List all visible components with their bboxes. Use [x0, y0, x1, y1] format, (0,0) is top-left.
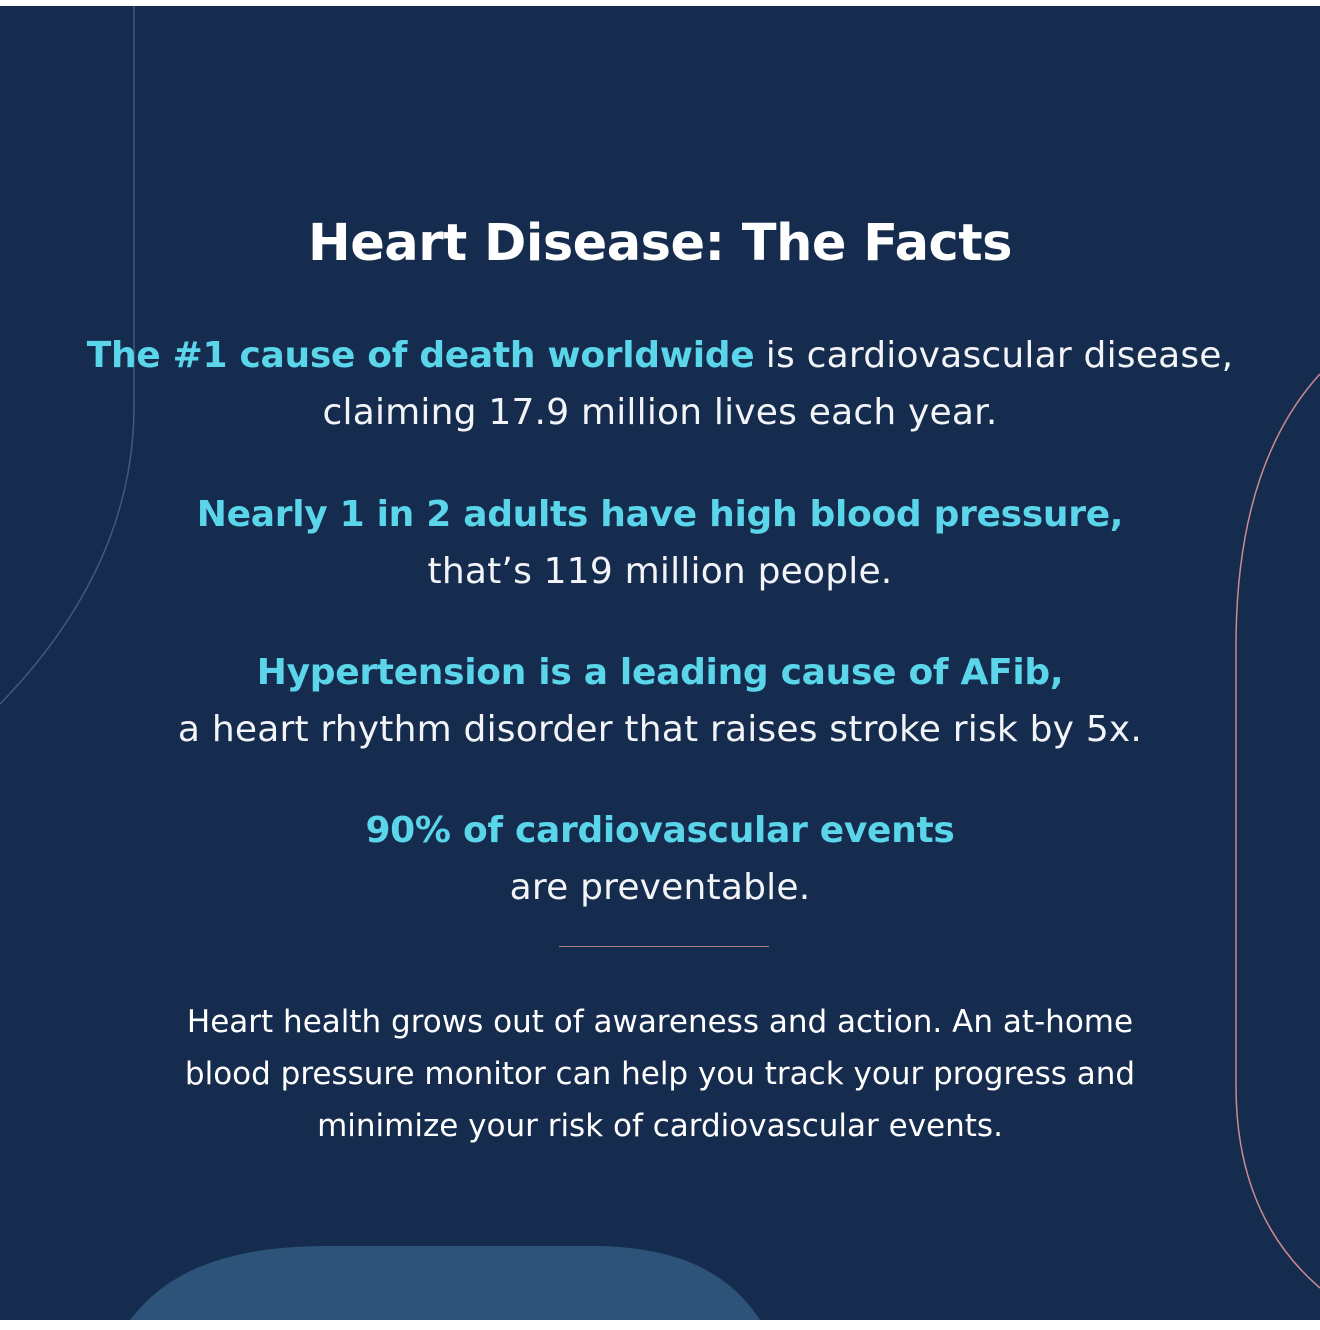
closing-paragraph: Heart health grows out of awareness and action. An at-home blood pressure monitor can help you track your progress and minimize your risk of cardiovascular events. — [184, 1004, 1136, 1144]
page-title: Heart Disease: The Facts — [308, 214, 1012, 273]
fact-text: a heart rhythm disorder that raises stroke risk by 5x. — [177, 709, 1143, 750]
fact-highlight: The #1 cause of death worldwide — [86, 335, 755, 376]
fact-afib — [60, 644, 1260, 758]
fact-highlight: 90% of cardiovascular events — [365, 810, 955, 851]
fact-text: that’s 119 million people. — [427, 551, 893, 592]
fact-death-cause — [60, 327, 1260, 441]
fact-preventable — [60, 802, 1260, 916]
infographic-panel — [0, 6, 1320, 1320]
fact-highlight: Nearly 1 in 2 adults have high blood pressure, — [196, 494, 1124, 535]
fact-text: is cardiovascular disease, claiming 17.9 million lives each year. — [322, 335, 1234, 433]
fact-highlight: Hypertension is a leading cause of AFib, — [256, 652, 1064, 693]
content — [0, 6, 1320, 1320]
fact-blood-pressure — [60, 486, 1260, 600]
fact-text: are preventable. — [509, 867, 811, 908]
divider — [559, 946, 769, 947]
